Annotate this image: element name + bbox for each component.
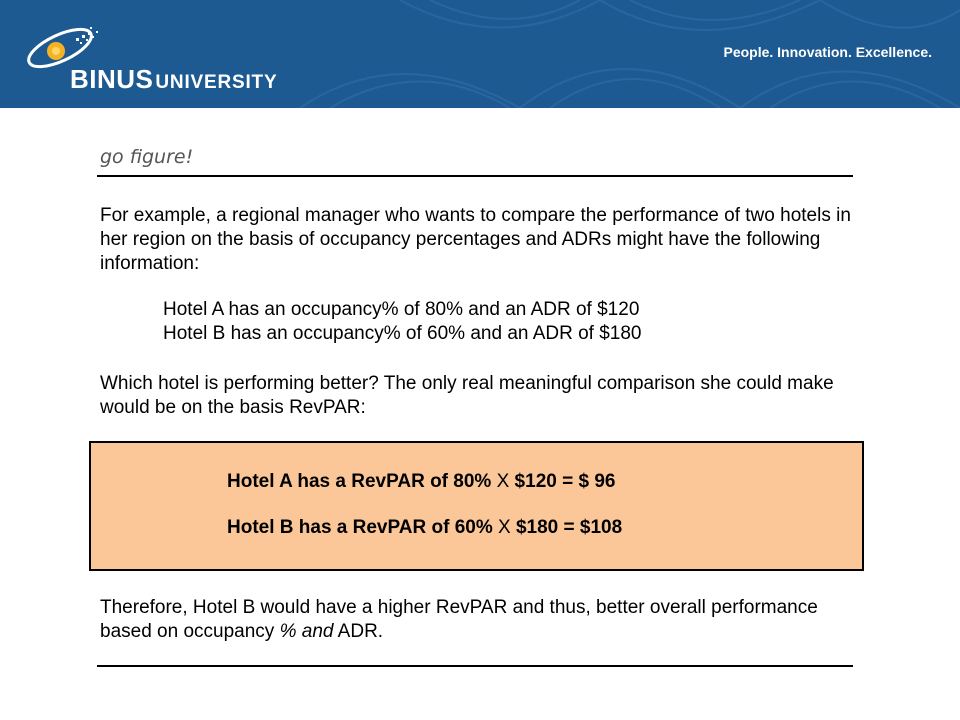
logo-main-text: BINUS [70, 64, 154, 94]
top-divider [97, 175, 853, 177]
hotel-a-revpar-prefix: Hotel A has a RevPAR of 80% [227, 471, 497, 492]
hotel-a-revpar-suffix: $120 = $ 96 [509, 471, 616, 492]
hotel-b-times-sign: X [498, 517, 511, 538]
header-tagline: People. Innovation. Excellence. [723, 44, 932, 60]
logo-wordmark [70, 64, 277, 95]
hotel-b-revpar-prefix: Hotel B has a RevPAR of 60% [227, 517, 499, 538]
hotel-a-times-sign: X [496, 471, 510, 492]
slide-title: go figure! [100, 146, 194, 168]
hotel-b-info: Hotel B has an occupancy% of 60% and an ADR of $180 [163, 323, 642, 344]
bottom-divider [97, 665, 853, 667]
intro-paragraph: For example, a regional manager who wants to compare the performance of two hotels in her region on the basis of occupancy percentages and ADRs might have the following information: [100, 205, 851, 274]
logo-sub-text: UNIVERSITY [155, 72, 278, 93]
hotel-b-revpar-suffix: $180 = $108 [510, 517, 623, 538]
hotel-b-revpar [227, 517, 622, 539]
hotel-list [163, 298, 763, 346]
hotel-a-info: Hotel A has an occupancy% of 80% and an ADR of $120 [163, 299, 640, 320]
question-paragraph: Which hotel is performing better? The only real meaningful comparison she could make would be on the basis RevPAR: [100, 373, 834, 418]
hotel-a-revpar [227, 471, 615, 493]
conclusion-paragraph [100, 596, 860, 644]
revpar-highlight-box [89, 441, 864, 571]
conclusion-text-1: Therefore, Hotel B would have a higher RevPAR and thus, better overall performance based on occupancy [100, 597, 818, 642]
header-banner [0, 0, 960, 108]
conclusion-italic: % and [279, 621, 334, 642]
conclusion-text-2: ADR. [333, 621, 384, 642]
